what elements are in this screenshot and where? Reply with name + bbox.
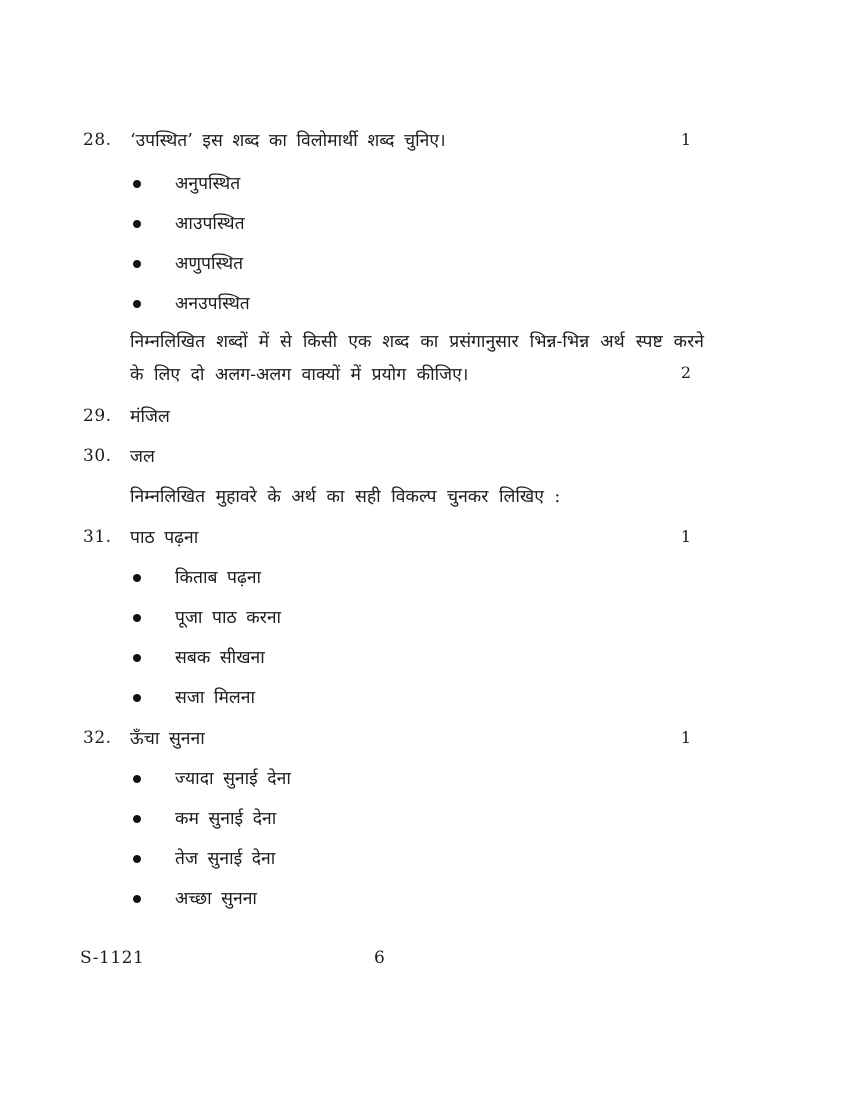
option-label: ज्यादा सुनाई देना: [175, 769, 291, 789]
instruction-paragraph: निम्नलिखित शब्दों में से किसी एक शब्द का प्रसंगानुसार भिन्न-भिन्न अर्थ स्पष्ट करने के लिए दो अलग-अलग वाक्यों में प्रयोग कीजिए।: [130, 332, 704, 385]
question-text: पाठ पढ़ना: [130, 528, 199, 548]
marks-value: 1: [680, 728, 692, 747]
question-text: ऊँचा सुनना: [130, 729, 205, 749]
question-number: 32.: [83, 728, 112, 748]
marks-value: 2: [680, 363, 692, 382]
option-label: अच्छा सुनना: [175, 889, 257, 909]
instruction-idiom: निम्नलिखित मुहावरे के अर्थ का सही विकल्प चुनकर लिखिए :: [130, 487, 561, 507]
bullet-icon: [133, 815, 141, 823]
question-number: 30.: [83, 446, 112, 466]
option-label: आउपस्थित: [175, 214, 245, 234]
bullet-icon: [133, 855, 141, 863]
question-text: मंजिल: [130, 407, 170, 427]
question-number: 29.: [83, 406, 112, 426]
footer-page-number: 6: [374, 948, 385, 968]
option-label: सजा मिलना: [175, 688, 256, 708]
bullet-icon: [133, 614, 141, 622]
option-label: अनुपस्थित: [175, 174, 241, 194]
question-number: 31.: [83, 527, 112, 547]
bullet-icon: [133, 694, 141, 702]
marks-value: 1: [680, 130, 692, 149]
option-label: तेज सुनाई देना: [175, 849, 276, 869]
bullet-icon: [133, 300, 141, 308]
marks-value: 1: [680, 527, 692, 546]
option-label: कम सुनाई देना: [175, 809, 277, 829]
bullet-icon: [133, 895, 141, 903]
option-label: किताब पढ़ना: [175, 568, 262, 588]
question-text: जल: [130, 447, 155, 467]
bullet-icon: [133, 180, 141, 188]
footer-paper-code: S-1121: [80, 948, 145, 968]
option-label: अणुपस्थित: [175, 254, 244, 274]
bullet-icon: [133, 220, 141, 228]
bullet-icon: [133, 260, 141, 268]
option-label: सबक सीखना: [175, 648, 265, 668]
bullet-icon: [133, 574, 141, 582]
question-number: 28.: [83, 130, 112, 150]
bullet-icon: [133, 654, 141, 662]
question-text: ‘उपस्थित’ इस शब्द का विलोमार्थी शब्द चुनिए।: [130, 131, 446, 151]
bullet-icon: [133, 775, 141, 783]
option-label: पूजा पाठ करना: [175, 608, 282, 628]
option-label: अनउपस्थित: [175, 294, 250, 314]
